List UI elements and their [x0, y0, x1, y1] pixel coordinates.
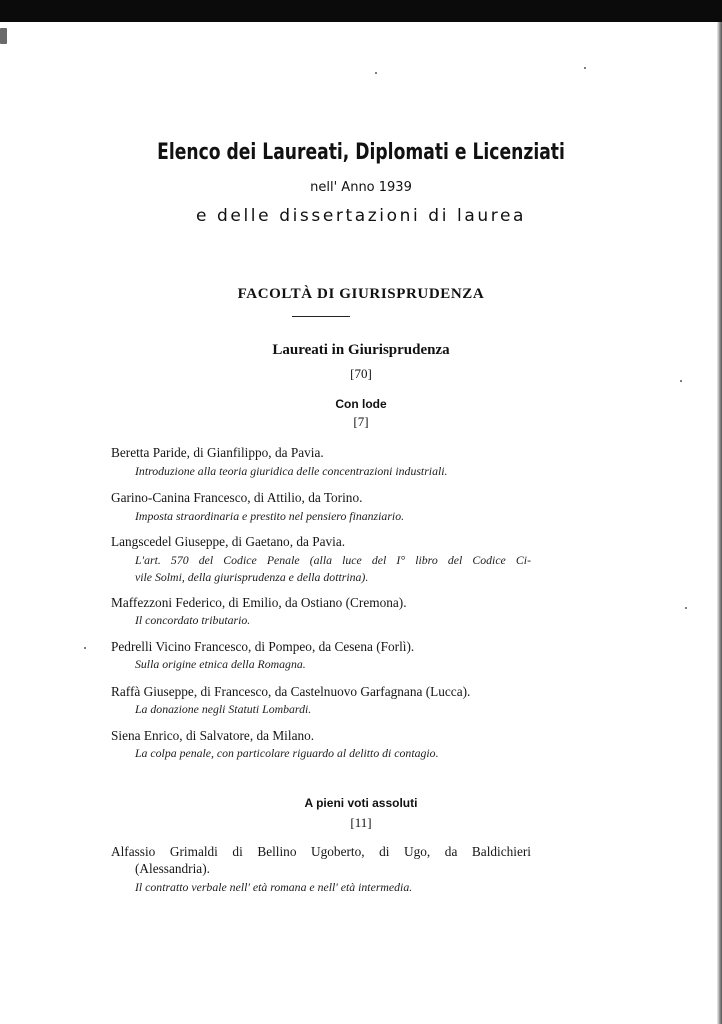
faculty-divider [292, 316, 350, 317]
document-title: Elenco dei Laureati, Diplomati e Licenziati [157, 140, 565, 165]
dissertation-title: La donazione negli Statuti Lombardi. [135, 702, 312, 716]
dissertation-title: Il contratto verbale nell' età romana e nell' età intermedia. [135, 880, 413, 894]
dissertation-title-continued: vile Solmi, della giurisprudenza e della dottrina). [135, 570, 369, 584]
con-lode-heading: Con lode [335, 397, 387, 411]
graduate-name: Alfassio Grimaldi di Bellino Ugoberto, di Ugo, da Baldichieri [111, 844, 531, 859]
dissertation-title: Sulla origine etnica della Romagna. [135, 657, 306, 671]
scan-speck [685, 607, 687, 609]
pieni-voti-count: [11] [350, 815, 372, 830]
section-count: [70] [350, 366, 372, 381]
document-subtitle: e delle dissertazioni di laurea [195, 206, 527, 226]
document-year-line: nell' Anno 1939 [310, 180, 412, 195]
graduate-name: Garino-Canina Francesco, di Attilio, da Torino. [111, 490, 363, 505]
scan-speck [375, 72, 377, 74]
dissertation-title: L'art. 570 del Codice Penale (alla luce del I° libro del Codice Ci- [135, 553, 531, 567]
dissertation-title: Il concordato tributario. [135, 613, 251, 627]
scan-left-mark [0, 28, 7, 44]
faculty-heading: FACOLTÀ DI GIURISPRUDENZA [237, 286, 485, 302]
dissertation-title: Imposta straordinaria e prestito nel pensiero finanziario. [135, 509, 405, 523]
graduate-name: Pedrelli Vicino Francesco, di Pompeo, da Cesena (Forlì). [111, 639, 415, 654]
scan-right-edge [717, 22, 722, 1024]
scan-speck [84, 647, 86, 649]
dissertation-title: La colpa penale, con particolare riguardo al delitto di contagio. [135, 746, 439, 760]
scan-speck [584, 67, 586, 69]
graduate-name: Beretta Paride, di Gianfilippo, da Pavia. [111, 445, 324, 460]
con-lode-count: [7] [353, 414, 369, 429]
scan-top-edge [0, 0, 722, 22]
graduate-name: Siena Enrico, di Salvatore, da Milano. [111, 728, 315, 743]
graduate-name: Langscedel Giuseppe, di Gaetano, da Pavia. [111, 534, 346, 549]
section-heading: Laureati in Giurisprudenza [272, 342, 450, 358]
dissertation-title: Introduzione alla teoria giuridica delle concentrazioni industriali. [135, 464, 448, 478]
graduate-name: Maffezzoni Federico, di Emilio, da Ostiano (Cremona). [111, 595, 407, 610]
graduate-name: Raffà Giuseppe, di Francesco, da Castelnuovo Garfagnana (Lucca). [111, 684, 471, 699]
graduate-name-continued: (Alessandria). [135, 861, 210, 876]
pieni-voti-heading: A pieni voti assoluti [304, 796, 418, 810]
